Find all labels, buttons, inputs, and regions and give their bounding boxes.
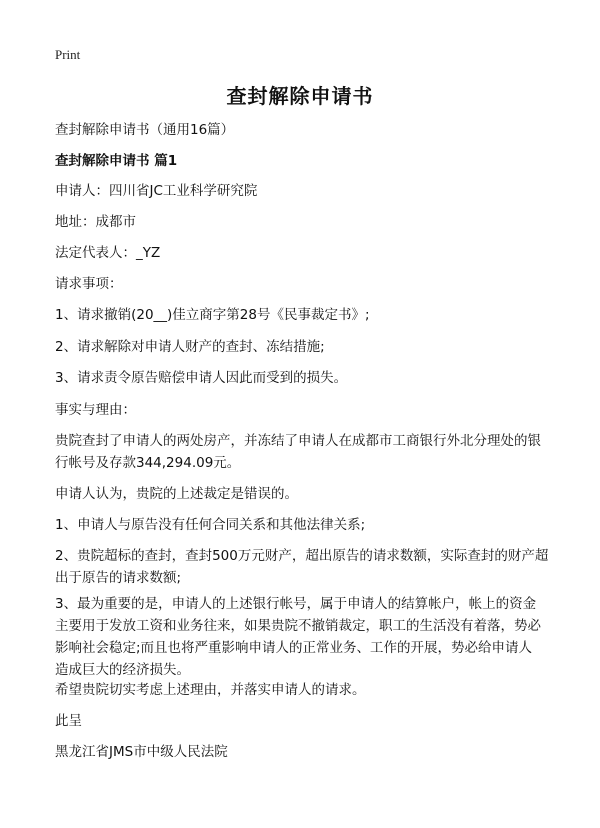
hope-paragraph: 希望贵院切实考虑上述理由，并落实申请人的请求。 xyxy=(55,682,366,698)
request-heading: 请求事项： xyxy=(55,276,123,292)
facts-paragraph-2: 申请人认为，贵院的上述裁定是错误的。 xyxy=(55,486,298,502)
request-item-2: 2、请求解除对申请人财产的查封、冻结措施; xyxy=(55,339,325,355)
reason-item-1: 1、申请人与原告没有任何合同关系和其他法律关系; xyxy=(55,517,366,533)
paragraph-line: 主要用于发放工资和业务往来，如果贵院不撤销裁定，职工的生活没有着落，势必 xyxy=(55,618,541,634)
facts-paragraph-1 xyxy=(55,430,555,474)
paragraph-line: 出于原告的请求数额; xyxy=(55,570,182,586)
facts-heading: 事实与理由： xyxy=(55,402,136,418)
address-line: 地址：成都市 xyxy=(55,214,136,230)
document-title: 查封解除申请书 xyxy=(226,84,374,108)
paragraph-line: 造成巨大的经济损失。 xyxy=(55,662,190,678)
applicant-line: 申请人：四川省JC工业科学研究院 xyxy=(55,183,258,199)
request-item-3: 3、请求责令原告赔偿申请人因此而受到的损失。 xyxy=(55,370,348,386)
request-item-1: 1、请求撤销(20__)佳立商字第28号《民事裁定书》; xyxy=(55,307,370,323)
paragraph-line: 2、贵院超标的查封，查封500万元财产，超出原告的请求数额，实际查封的财产超 xyxy=(55,548,549,564)
reason-item-3 xyxy=(55,593,555,681)
court-name: 黑龙江省JMS市中级人民法院 xyxy=(55,744,228,760)
section-heading: 查封解除申请书 篇1 xyxy=(55,153,178,169)
paragraph-line: 影响社会稳定;而且也将严重影响申请人的正常业务、工作的开展，势必给申请人 xyxy=(55,640,533,656)
closing-line: 此呈 xyxy=(55,713,82,729)
paragraph-line: 贵院查封了申请人的两处房产，并冻结了申请人在成都市工商银行外北分理处的银 xyxy=(55,433,541,449)
paragraph-line: 3、最为重要的是，申请人的上述银行帐号，属于申请人的结算帐户，帐上的资金 xyxy=(55,596,537,612)
reason-item-2 xyxy=(55,545,555,589)
paragraph-line: 行帐号及存款344,294.09元。 xyxy=(55,455,241,471)
legal-representative-line: 法定代表人：_YZ xyxy=(55,245,161,261)
print-link[interactable]: Print xyxy=(55,47,81,62)
document-subtitle: 查封解除申请书（通用16篇） xyxy=(55,122,235,138)
